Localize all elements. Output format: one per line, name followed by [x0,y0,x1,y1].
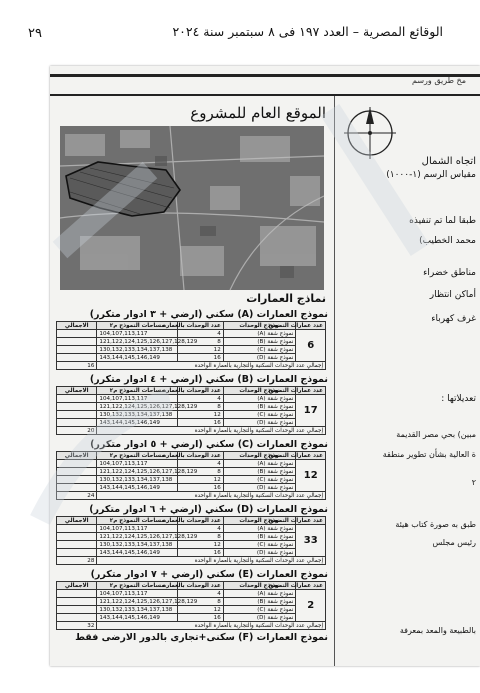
model-areas: 121,122,124,125,126,127,128,129 [97,468,178,476]
unit-model: نموذج شقة (C) [223,411,296,419]
empty-cell [57,525,97,533]
column-header: مساحات النموذج م٢ [97,452,178,460]
table-row [57,468,326,476]
empty-cell [57,403,97,411]
project-title: الموقع العام للمشروع [190,104,326,122]
table-row [57,460,326,468]
scanned-site-plan [50,66,480,666]
building-count: 17 [296,395,326,427]
unit-count: 16 [178,484,224,492]
model-table [56,386,326,435]
total-label: إجمالي عدد الوحدات السكنية والتجارية بالعمارة الواحدة [97,492,326,500]
empty-cell [57,484,97,492]
column-header: الاجمالي [57,322,97,330]
model-areas: 130,132,133,134,137,138 [97,476,178,484]
note-amendments: تعديلاتها : [441,394,476,404]
right-panel [337,98,480,666]
total-row [57,622,326,630]
unit-count: 12 [178,541,224,549]
model-areas: 143,144,145,146,149 [97,354,178,362]
unit-count: 12 [178,606,224,614]
table-row [57,614,326,622]
unit-model: نموذج شقة (D) [223,419,296,427]
model-block [56,503,332,565]
header-rule [50,94,480,96]
column-header: نموذج الوحدات [223,322,296,330]
note-old-cairo: مبين) بحي مصر القديمة [396,430,476,439]
model-block [56,438,332,500]
total-row [57,427,326,435]
model-areas: 143,144,145,146,149 [97,484,178,492]
table-row [57,590,326,598]
note-board-chair: رئيس مجلس [432,538,476,547]
model-areas: 130,132,133,134,137,138 [97,606,178,614]
gazette-header [0,0,469,46]
building-count: 33 [296,525,326,557]
column-header: نموذج الوحدات [223,582,296,590]
total-label: إجمالي عدد الوحدات السكنية والتجارية بالعمارة الواحدة [97,622,326,630]
empty-cell [57,476,97,484]
model-table [56,321,326,370]
table-row [57,411,326,419]
table-row [57,484,326,492]
empty-cell [57,590,97,598]
column-header: عدد عمارات النموذج [296,517,326,525]
aerial-site-map [60,126,324,290]
unit-model: نموذج شقة (B) [223,403,296,411]
unit-model: نموذج شقة (A) [223,460,296,468]
building-count: 2 [296,590,326,622]
model-areas: 130,132,133,134,137,138 [97,411,178,419]
model-block-heading: نموذج العمارات (C) سكني (ارضي + ٥ ادوار متكرر) [90,439,328,450]
unit-model: نموذج شقة (B) [223,598,296,606]
gazette-title: الوقائع المصرية – العدد ١٩٧ فى ٨ سبتمبر سنة ٢٠٢٤ [172,24,443,39]
model-block-heading: نموذج العمارات (E) سكني (ارضي + ٧ ادوار متكرر) [90,569,328,580]
empty-cell [57,411,97,419]
column-header: عدد عمارات النموذج [296,582,326,590]
table-row [57,525,326,533]
unit-count: 4 [178,525,224,533]
total-row [57,492,326,500]
empty-cell [57,541,97,549]
unit-model: نموذج شقة (A) [223,525,296,533]
table-row [57,338,326,346]
column-header: عدد الوحدات بالعمارة [178,322,224,330]
column-header: الاجمالي [57,452,97,460]
page-number: ٢٩ [28,26,42,41]
empty-cell [57,614,97,622]
table-row [57,606,326,614]
approval-text-2: محمد الخطيب) [419,236,476,246]
column-header: مساحات النموذج م٢ [97,582,178,590]
unit-count: 12 [178,476,224,484]
empty-cell [57,549,97,557]
table-row [57,346,326,354]
model-block [56,568,332,630]
model-areas: 143,144,145,146,149 [97,419,178,427]
unit-model: نموذج شقة (C) [223,476,296,484]
unit-model: نموذج شقة (C) [223,541,296,549]
unit-count: 8 [178,468,224,476]
building-count: 6 [296,330,326,362]
table-row [57,549,326,557]
handwritten-note: مخ طريق ورسم [412,76,466,85]
unit-model: نموذج شقة (A) [223,330,296,338]
note-prepared-by: بالطبيعة والمعد بمعرفة [399,626,476,635]
model-areas: 121,122,124,125,126,127,128,129 [97,403,178,411]
unit-count: 4 [178,395,224,403]
total-label: إجمالي عدد الوحدات السكنية والتجارية بالعمارة الواحدة [97,427,326,435]
empty-cell [57,598,97,606]
model-f-heading: نموذج العمارات (F) سكنى+تجارى بالدور الارضى فقط [75,632,328,643]
model-areas: 121,122,124,125,126,127,128,129 [97,338,178,346]
unit-model: نموذج شقة (C) [223,346,296,354]
unit-model: نموذج شقة (B) [223,468,296,476]
unit-count: 8 [178,338,224,346]
unit-count: 4 [178,330,224,338]
total-value: 32 [57,622,97,630]
unit-model: نموذج شقة (D) [223,614,296,622]
model-table [56,451,326,500]
model-block [56,308,332,370]
model-areas: 104,107,113,117 [97,460,178,468]
unit-count: 4 [178,590,224,598]
unit-count: 8 [178,598,224,606]
unit-count: 16 [178,354,224,362]
unit-count: 12 [178,411,224,419]
model-block [56,373,332,435]
empty-cell [57,330,97,338]
column-header: نموذج الوحدات [223,387,296,395]
column-header: مساحات النموذج م٢ [97,517,178,525]
unit-model: نموذج شقة (A) [223,590,296,598]
table-row [57,476,326,484]
column-header: الاجمالي [57,387,97,395]
note-development: ة العالية بشأن تطوير منطقة [382,450,476,459]
unit-count: 4 [178,460,224,468]
unit-model: نموذج شقة (C) [223,606,296,614]
table-row [57,403,326,411]
model-areas: 130,132,133,134,137,138 [97,346,178,354]
column-header: عدد عمارات النموذج [296,452,326,460]
unit-count: 16 [178,549,224,557]
empty-cell [57,395,97,403]
unit-model: نموذج شقة (A) [223,395,296,403]
model-table [56,581,326,630]
unit-model: نموذج شقة (D) [223,484,296,492]
column-header: نموذج الوحدات [223,517,296,525]
empty-cell [57,460,97,468]
empty-cell [57,468,97,476]
empty-cell [57,338,97,346]
left-panel [56,98,332,645]
table-row [57,354,326,362]
total-label: إجمالي عدد الوحدات السكنية والتجارية بالعمارة الواحدة [97,362,326,370]
column-header: الاجمالي [57,582,97,590]
empty-cell [57,354,97,362]
unit-count: 8 [178,533,224,541]
unit-model: نموذج شقة (B) [223,338,296,346]
models-heading: نماذج العمارات [246,292,326,305]
table-row [57,541,326,549]
unit-model: نموذج شقة (B) [223,533,296,541]
model-areas: 143,144,145,146,149 [97,614,178,622]
model-areas: 104,107,113,117 [97,330,178,338]
panel-divider [334,96,335,666]
north-label: اتجاه الشمال [421,156,476,167]
model-block-heading: نموذج العمارات (A) سكني (ارضي + ٣ ادوار متكرر) [89,309,328,320]
unit-count: 16 [178,614,224,622]
column-header: عدد الوحدات بالعمارة [178,452,224,460]
column-header: عدد عمارات النموذج [296,387,326,395]
legend-parking: أماكن انتظار [429,290,476,300]
unit-count: 8 [178,403,224,411]
model-block-heading: نموذج العمارات (D) سكني (ارضي + ٦ ادوار متكرر) [89,504,328,515]
model-areas: 121,122,124,125,126,127,128,129 [97,533,178,541]
unit-model: نموذج شقة (D) [223,549,296,557]
total-value: 20 [57,427,97,435]
approval-text-1: طبقا لما تم تنفيذه [409,216,476,226]
table-row [57,419,326,427]
empty-cell [57,533,97,541]
unit-model: نموذج شقة (D) [223,354,296,362]
column-header: مساحات النموذج م٢ [97,322,178,330]
model-areas: 104,107,113,117 [97,525,178,533]
model-areas: 104,107,113,117 [97,590,178,598]
column-header: الاجمالي [57,517,97,525]
column-header: عدد الوحدات بالعمارة [178,517,224,525]
model-areas: 121,122,124,125,126,127,128,129 [97,598,178,606]
total-value: 16 [57,362,97,370]
model-areas: 104,107,113,117 [97,395,178,403]
column-header: مساحات النموذج م٢ [97,387,178,395]
building-model-blocks [56,308,332,630]
column-header: عدد الوحدات بالعمارة [178,582,224,590]
north-arrow-icon [341,104,399,162]
column-header: عدد الوحدات بالعمارة [178,387,224,395]
total-row [57,557,326,565]
table-row [57,533,326,541]
empty-cell [57,419,97,427]
model-areas: 143,144,145,146,149 [97,549,178,557]
table-row [57,395,326,403]
unit-count: 12 [178,346,224,354]
empty-cell [57,606,97,614]
note-authority-letter: طبق به صورة كتاب هيئة [395,520,476,529]
model-areas: 130,132,133,134,137,138 [97,541,178,549]
model-block-heading: نموذج العمارات (B) سكني (ارضي + ٤ ادوار متكرر) [89,374,328,385]
total-label: إجمالي عدد الوحدات السكنية والتجارية بالعمارة الواحدة [97,557,326,565]
column-header: نموذج الوحدات [223,452,296,460]
note-number: ٢ [471,478,476,487]
total-value: 28 [57,557,97,565]
legend-green-areas: مناطق خضراء [423,268,476,278]
total-value: 24 [57,492,97,500]
table-row [57,330,326,338]
total-row [57,362,326,370]
scale-label: مقياس الرسم (١-١٠٠٠) [386,170,476,180]
building-count: 12 [296,460,326,492]
column-header: عدد عمارات النموذج [296,322,326,330]
table-row [57,598,326,606]
unit-count: 16 [178,419,224,427]
legend-electric-rooms: غرف كهرباء [431,314,476,324]
model-table [56,516,326,565]
empty-cell [57,346,97,354]
